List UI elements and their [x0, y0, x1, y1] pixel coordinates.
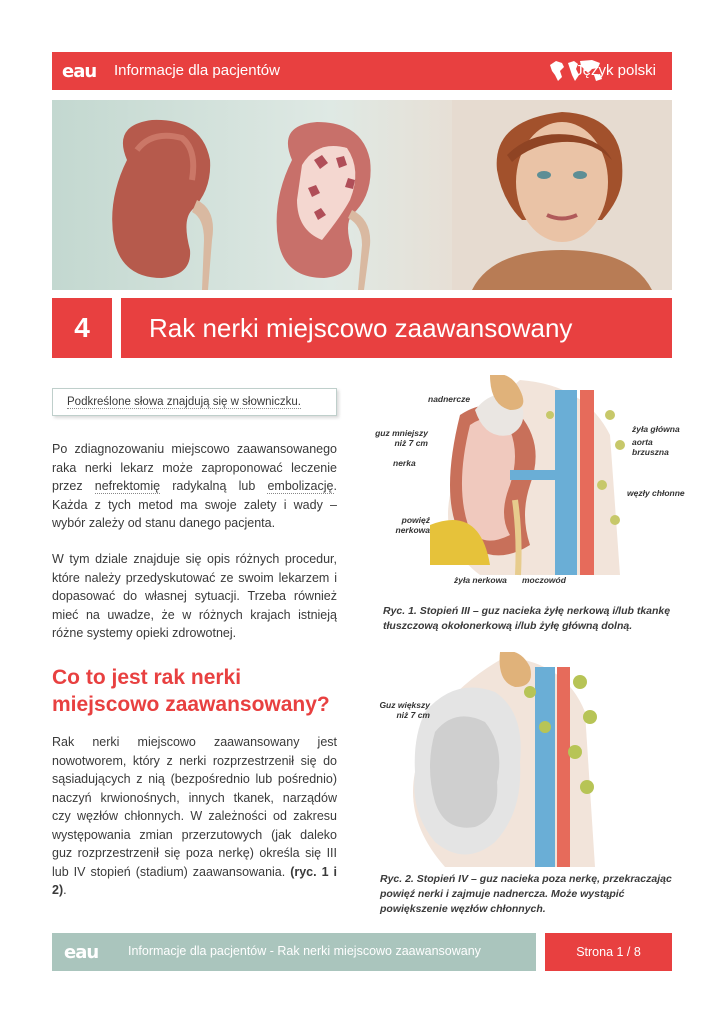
language-label: Język polski	[575, 62, 656, 79]
figure-2-illustration	[405, 652, 615, 867]
intro-text: radykalną lub	[160, 479, 268, 493]
glossary-note	[52, 388, 337, 416]
patient-portrait	[452, 100, 672, 290]
intro-paragraph-1	[52, 440, 337, 533]
figure-1-illustration	[370, 375, 690, 590]
intro-text: Po zdiagnozowaniu miejscowo zaawansowanego raka nerki lekarz może zaproponować leczenie przez	[52, 442, 337, 493]
fig1-label-zyla-glowna: żyła główna	[632, 424, 680, 434]
glossary-link-embolizacja[interactable]: embolizację	[267, 479, 334, 493]
fig1-label-powiez: powięź nerkowa	[395, 515, 430, 535]
footer-eau-logo: eau	[64, 942, 99, 963]
section-text: Rak nerki miejscowo zaawansowany jest nowotworem, który z nerki rozprzestrzenił się do sąsiadujących z nią (bezpośrednio lub pośrednio) naczyń krwionośnych, innych tkanek, narządów czy węzłów chłonnych. W zależności od zakresu występowania zmian przerzutowych (jak daleko guz rozprzestrzenił się poza nerkę) określa się III lub IV stopień (stadium) zaawansowania.	[52, 735, 337, 879]
figure-1-caption: Ryc. 1. Stopień III – guz nacieka żyłę nerkową i/lub tkankę tłuszczową okołonerkową i/lub żyłę główną dolną.	[383, 605, 671, 632]
glossary-note-text: Podkreślone słowa znajdują się w słowniczku.	[67, 396, 301, 408]
footer-text: Informacje dla pacjentów - Rak nerki miejscowo zaawansowany	[128, 944, 481, 958]
glossary-link-nefrektomia[interactable]: nefrektomię	[94, 479, 161, 493]
page-number: Strona 1 / 8	[545, 933, 672, 971]
figure-reference: (ryc. 1 i 2)	[52, 864, 337, 897]
fig1-label-nerka: nerka	[393, 458, 416, 468]
header-title: Informacje dla pacjentów	[114, 62, 280, 79]
hero-image	[52, 100, 672, 290]
fig1-label-aorta: aorta brzuszna	[632, 437, 669, 457]
fig1-label-nadnercze: nadnercze	[428, 394, 471, 404]
section-paragraph	[52, 733, 337, 900]
header-bar	[52, 52, 672, 90]
intro-text: . Każda z tych metod ma swoje zalety i wady – wybór zależy od stanu danego pacjenta.	[52, 479, 337, 530]
footer-bar	[52, 933, 536, 971]
fig1-label-zyla-nerkowa: żyła nerkowa	[454, 575, 507, 585]
eau-logo: eau	[62, 61, 97, 82]
figure-2-caption: Ryc. 2. Stopień IV – guz nacieka poza nerkę, przekraczając powięź nerki i zajmuje nadnercza. Może wystąpić powiększenie węzłów chłonnych.	[380, 873, 672, 915]
kidney-illustration	[52, 100, 452, 290]
section-text: .	[63, 883, 67, 897]
fig1-label-moczowod: moczowód	[522, 575, 566, 585]
fig2-label-guz: Guz większy niż 7 cm	[379, 700, 430, 720]
fig1-label-guz: guz mniejszy niż 7 cm	[375, 428, 428, 448]
intro-paragraph-2: W tym dziale znajduje się opis różnych procedur, które należy przedyskutować ze swoim lekarzem i dopasować do własnej sytuacji. Trzeba również mieć na uwadze, że w różnych krajach istnieją różne systemy opieki zdrowotnej.	[52, 552, 337, 640]
chapter-title: Rak nerki miejscowo zaawansowany	[121, 298, 672, 358]
fig1-label-wezly: węzły chłonne	[627, 488, 685, 498]
section-heading: Co to jest rak nerki miejscowo zaawansowany?	[52, 666, 330, 716]
chapter-number: 4	[52, 298, 112, 358]
